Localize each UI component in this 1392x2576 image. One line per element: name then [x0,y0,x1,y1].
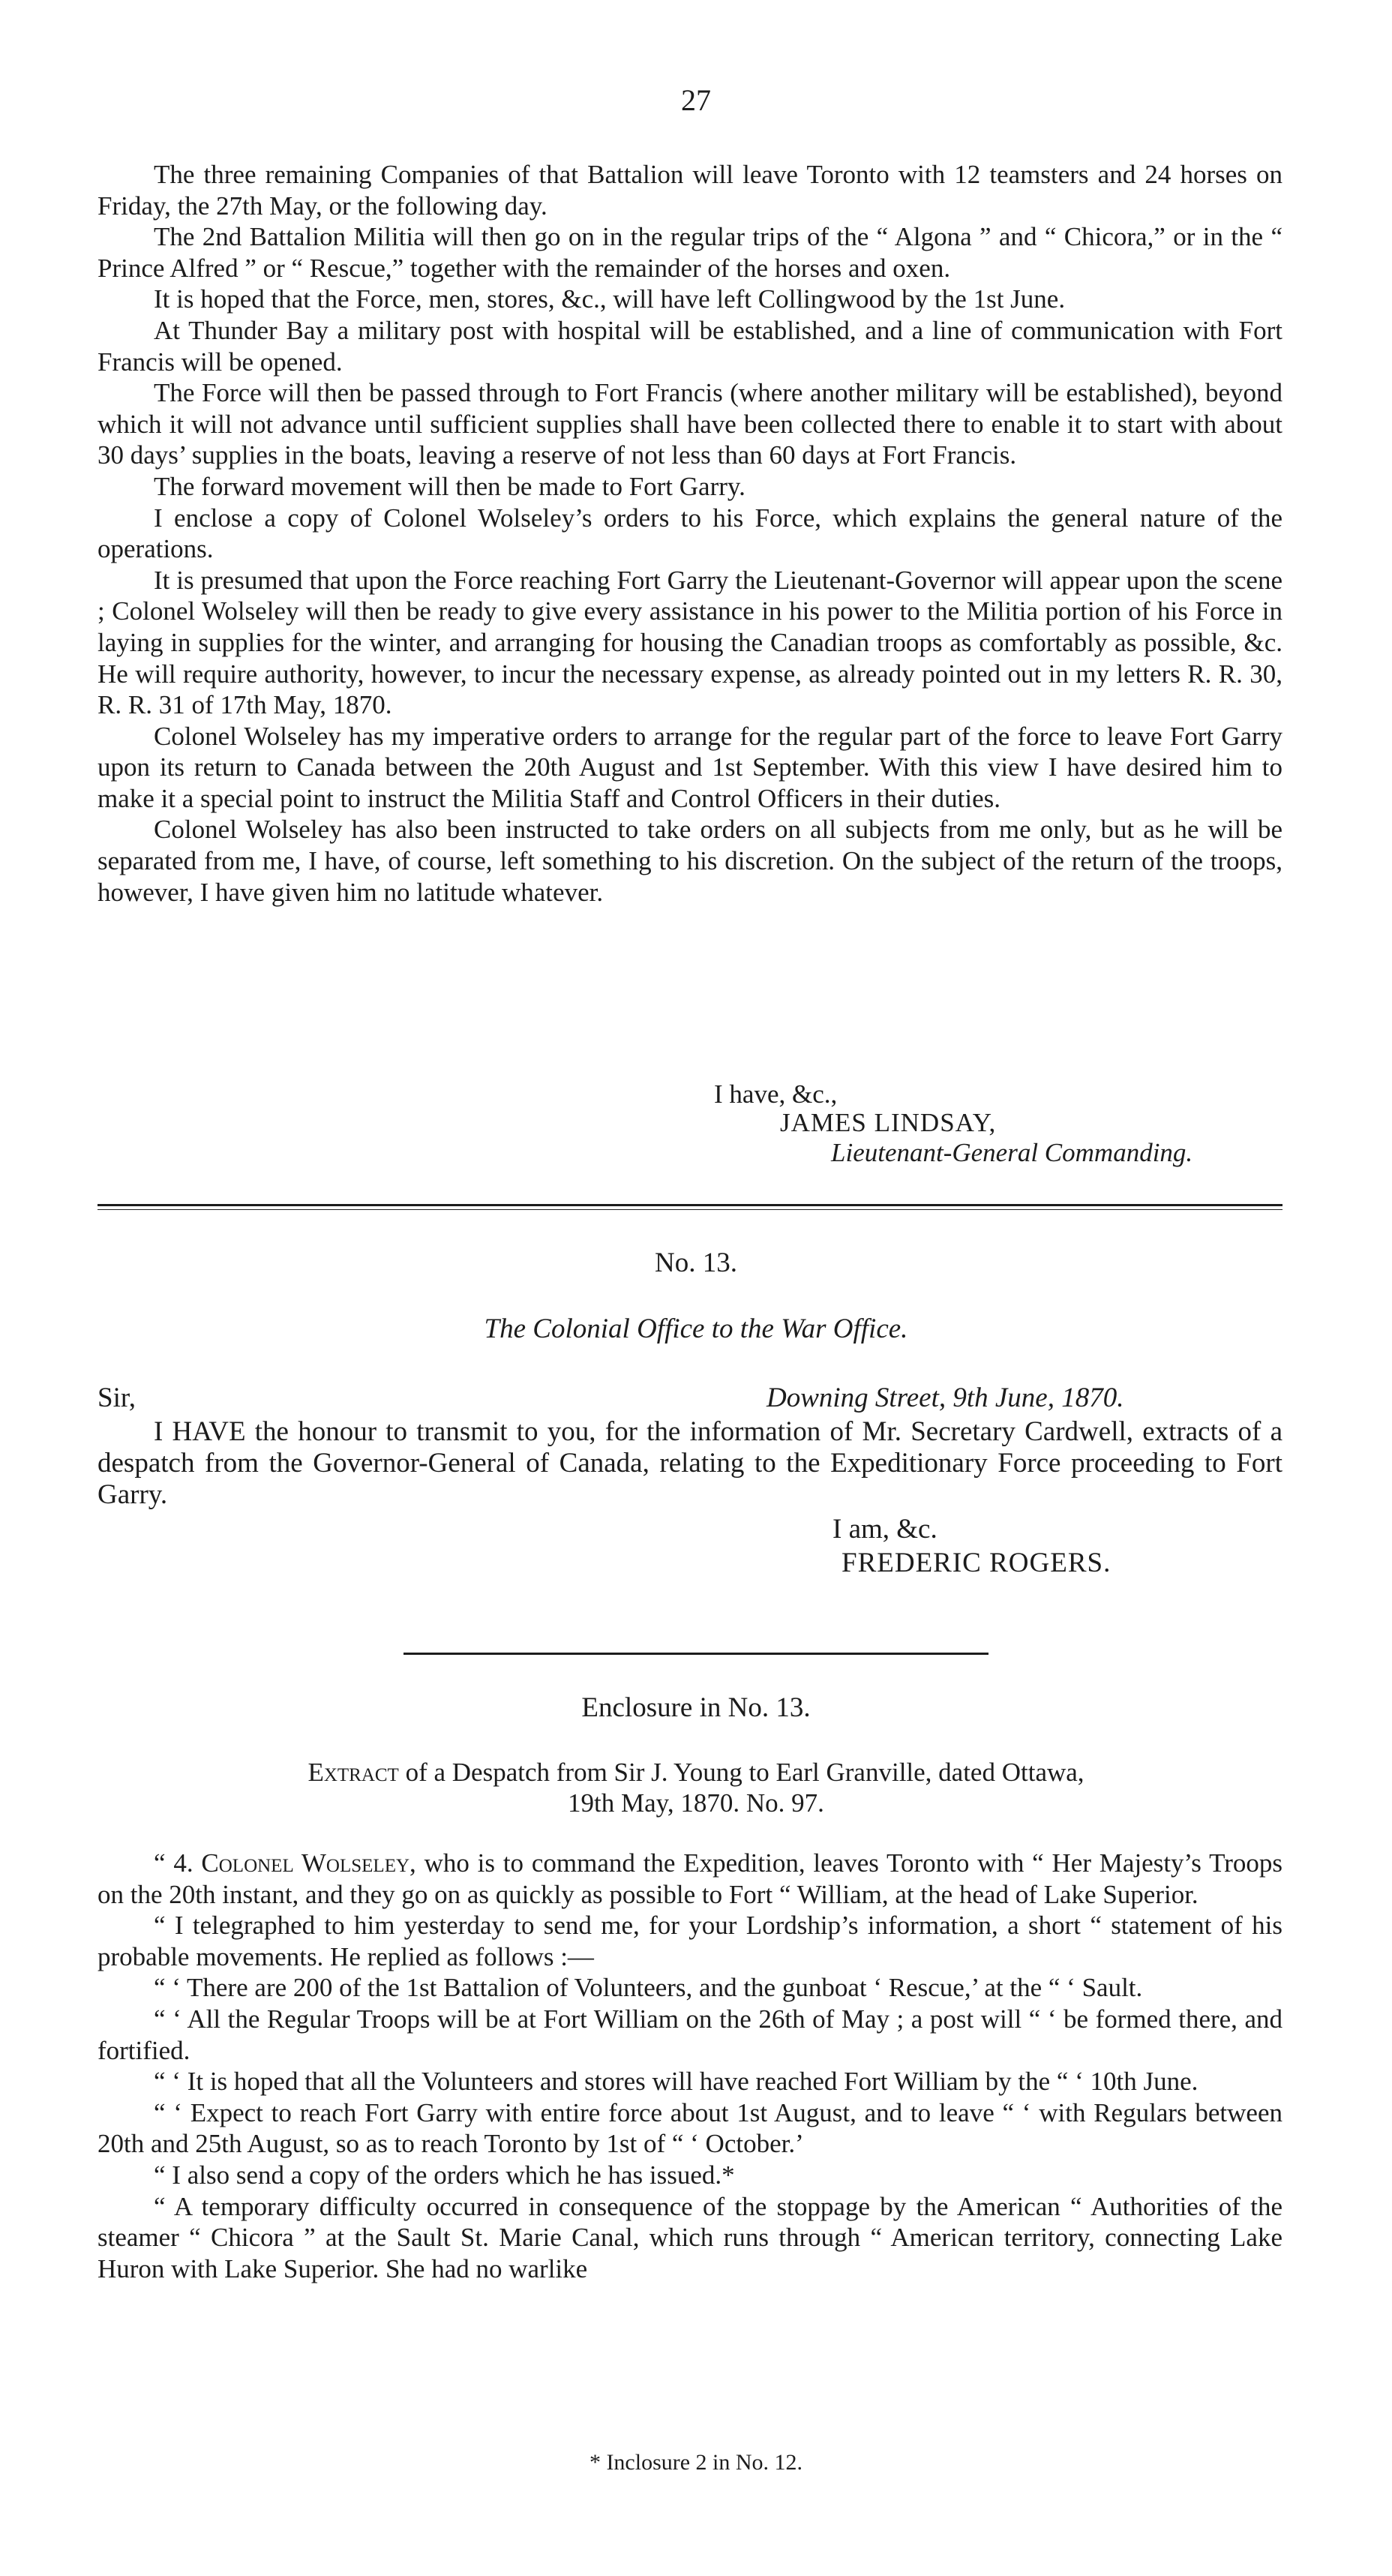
document-heading: The Colonial Office to the War Office. [484,1314,908,1344]
paragraph: “ ‘ It is hoped that all the Volunteers and stores will have reached Fort William by the “ ‘ 10th June. [154,2067,1198,2097]
paragraph: “ ‘ Expect to reach Fort Garry with entire force about 1st August, and to leave “ ‘ with Regulars between 20th and 25th August, so as to reach Toronto by 1st of “ ‘ October.’ [98,2097,1282,2159]
paragraph: It is hoped that the Force, men, stores, &c., will have left Collingwood by the 1st June. [154,284,1066,314]
extract-label: Extract [308,1758,399,1787]
letter-salutation: Sir, [98,1383,136,1413]
extract-heading [0,1757,1392,1818]
paragraph [98,1848,1282,1910]
paragraph: The Force will then be passed through to Fort Francis (where another military will be established), beyond which it will not advance until sufficient supplies shall have been collected there to enable it to start with about 30 days’ supplies in the boats, leaving a reserve of not less than 60 days at Fort Francis. [98,378,1282,470]
closing-salutation-13: I am, &c. [832,1514,938,1545]
paragraph: “ ‘ All the Regular Troops will be at Fort William on the 26th of May ; a post will “ ‘ be formed there, and fortified. [98,2004,1282,2065]
paragraph: At Thunder Bay a military post with hospital will be established, and a line of communication with Fort Francis will be opened. [98,315,1282,377]
paragraph: “ I also send a copy of the orders which he has issued.* [154,2160,735,2190]
paragraph: Colonel Wolseley has my imperative orders to arrange for the regular part of the force to leave Fort Garry upon its return to Canada between the 20th August and 1st September. With this view I have desired him to make it a special point to instruct the Militia Staff and Control Officers in their duties. [98,721,1282,813]
footnote: * Inclosure 2 in No. 12. [589,2450,803,2475]
paragraph: It is presumed that upon the Force reaching Fort Garry the Lieutenant-Governor will appear upon the scene ; Colonel Wolseley will then be ready to give every assistance in his power to the Militia portion of his Force in laying in supplies for the winter, and arranging for housing the Canadian troops as comfortably as possible, &c. He will require authority, however, to incur the necessary expense, as already pointed out in my letters R. R. 30, R. R. 31 of 17th May, 1870. [98,565,1282,720]
paragraph: Colonel Wolseley has also been instructed to take orders on all subjects from me only, but as he will be separated from me, I have, of course, left something to his discretion. On the subject of the return of the troops, however, I have given him no latitude whatever. [98,815,1282,907]
letter-place-date: Downing Street, 9th June, 1870. [766,1383,1124,1413]
section-divider-thin [98,1209,1282,1210]
paragraph: “ A temporary difficulty occurred in consequence of the stoppage by the American “ Authorities of the steamer “ Chicora ” at the Sault St. Marie Canal, which runs through “ American territory, connecting Lake Huron with Lake Superior. She had no warlike [98,2191,1282,2283]
document-number: No. 13. [655,1247,737,1278]
colonel-name: Colonel Wolseley [201,1848,410,1878]
enclosure-heading: Enclosure in No. 13. [581,1692,811,1723]
paragraph-lead: “ 4. [154,1848,202,1878]
letter-body-13 [98,1416,1282,1511]
paragraph: “ I telegraphed to him yesterday to send me, for your Lordship’s information, a short “ statement of his probable movements. He replied as follows :— [98,1911,1282,1971]
paragraph-rest: , who is to command the Expedition, leaves Toronto with “ Her Majesty’s Troops on the 20th instant, and they go on as quickly as possible to Fort “ William, at the head of Lake Superior. [98,1848,1282,1909]
paragraph: “ ‘ There are 200 of the 1st Battalion of Volunteers, and the gunboat ‘ Rescue,’ at the “ ‘ Sault. [154,1973,1143,2003]
paragraph: The forward movement will then be made to Fort Garry. [154,471,746,501]
enclosure-body [98,1848,1282,2284]
section-divider [98,1204,1282,1206]
extract-line2: 19th May, 1870. No. 97. [568,1788,824,1818]
paragraph: I enclose a copy of Colonel Wolseley’s orders to his Force, which explains the general nature of the operations. [98,503,1282,564]
signature-name-13: FREDERIC ROGERS. [842,1548,1112,1578]
short-divider [404,1653,988,1655]
paragraph: The 2nd Battalion Militia will then go on in the regular trips of the “ Algona ” and “ Chicora,” or in the “ Prince Alfred ” or “ Rescue,” together with the remainder of the horses and oxen. [98,222,1282,283]
signature-title: Lieutenant-General Commanding. [831,1138,1193,1167]
extract-line1: of a Despatch from Sir J. Young to Earl Granville, dated Ottawa, [405,1758,1084,1787]
paragraph: The three remaining Companies of that Battalion will leave Toronto with 12 teamsters and 24 horses on Friday, the 27th May, or the following day. [98,160,1282,221]
paragraph: I HAVE the honour to transmit to you, for the information of Mr. Secretary Cardwell, extracts of a despatch from the Governor-General of Canada, relating to the Expeditionary Force proceeding to Fort Garry. [98,1416,1282,1510]
page-number: 27 [681,83,711,117]
closing-salutation: I have, &c., [714,1079,838,1109]
letter-body [98,159,1282,908]
signature-name: JAMES LINDSAY, [780,1108,997,1137]
